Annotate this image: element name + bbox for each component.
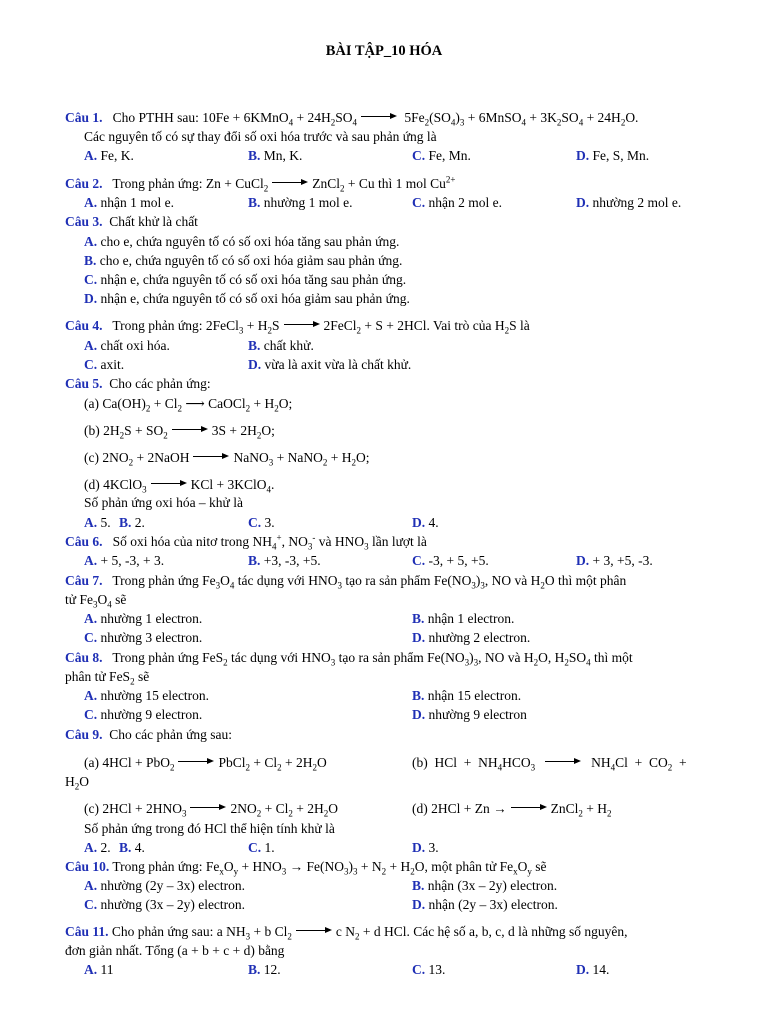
option-d[interactable]: D. + 3, +5, -3. — [576, 553, 653, 568]
option-b[interactable]: B. chất khử. — [248, 338, 314, 353]
arrow-icon — [178, 759, 214, 769]
option-d[interactable]: D. 3. — [412, 840, 439, 855]
question-7-stem-line2: tử $Fe_3O_4$ sẽ — [65, 592, 127, 610]
arrow-icon — [190, 805, 226, 815]
reaction-c: (c) $2NO_2$ + 2NaOH NaNO$_3$ + NaNO$_2$ + $H_2O$; — [84, 450, 370, 468]
reaction-b: (b) HCl + $NH_4HCO_3$ $NH_4Cl + CO_2$ + — [412, 755, 687, 773]
question-5-stem: Câu 5. Cho các phản ứng: — [65, 376, 211, 391]
option-b[interactable]: B. Mn, K. — [248, 148, 303, 163]
question-8-stem-line2: phân tử FeS$_2$ sẽ — [65, 669, 150, 687]
arrow-icon — [193, 454, 229, 464]
option-d[interactable]: D. nhường 9 electron — [412, 707, 527, 722]
option-a[interactable]: A. 2. — [84, 840, 111, 855]
arrow-icon — [284, 322, 320, 332]
reaction-b-tail: $H_2O$ — [65, 774, 89, 792]
option-a[interactable]: A. nhận 1 mol e. — [84, 195, 174, 210]
option-c[interactable]: C. axit. — [84, 357, 125, 372]
arrow-icon — [296, 928, 332, 938]
question-2-stem: Câu 2. Trong phản ứng: Zn + CuCl$_2$ ZnCl$_2$ + Cu thì 1 mol $Cu^{2+}$ — [65, 174, 456, 194]
option-d[interactable]: D. vừa là axit vừa là chất khử. — [248, 357, 412, 372]
option-b[interactable]: B. nhận 15 electron. — [412, 688, 522, 703]
question-6-stem: Câu 6. Số oxi hóa của nitơ trong $NH_4^+$, $NO_3^-$ và $HNO_3$ lần lượt là — [65, 532, 427, 552]
arrow-icon — [151, 481, 187, 491]
option-d[interactable]: D. nhường 2 mol e. — [576, 195, 682, 210]
option-d[interactable]: D. Fe, S, Mn. — [576, 148, 650, 163]
option-a[interactable]: A. Fe, K. — [84, 148, 134, 163]
question-1-stem — [65, 110, 638, 126]
reaction-a: (a) 4HCl + PbO$_2$ PbCl$_2$ + $Cl_2 + 2H_2O$ — [84, 755, 327, 773]
option-c[interactable]: C. nhận e, chứa nguyên tố có số oxi hóa tăng sau phản ứng. — [84, 272, 407, 287]
arrow-icon — [361, 114, 397, 124]
question-11-stem: Câu 11. Cho phản ứng sau: a $NH_3 + b$ $Cl_2$ c $N_2 + d$ HCl. Các hệ số a, b, c, d là những số nguyên, — [65, 924, 628, 942]
question-3-stem: Câu 3. Chất khử là chất — [65, 214, 198, 229]
arrow-icon — [272, 180, 308, 190]
option-b[interactable]: B. nhận (3x – 2y) electron. — [412, 878, 558, 893]
option-d[interactable]: D. nhận (2y – 3x) electron. — [412, 897, 558, 912]
question-5-conclusion: Số phản ứng oxi hóa – khử là — [84, 495, 243, 510]
question-4-stem: Câu 4. Trong phản ứng: 2FeCl$_3$ + $H_2S$ 2FeCl$_2$ + S + 2HCl. Vai trò của $H_2S$ là — [65, 318, 530, 336]
option-c[interactable]: C. nhường 3 electron. — [84, 630, 203, 645]
option-d[interactable]: D. 4. — [412, 515, 439, 530]
option-b[interactable]: B. 12. — [248, 962, 281, 977]
option-a[interactable]: A. nhường (2y – 3x) electron. — [84, 878, 246, 893]
reaction-b: (b) $2H_2S + SO_2$ $3S + 2H_2O$; — [84, 423, 275, 441]
question-9-conclusion: Số phản ứng trong đó HCl thể hiện tính khử là — [84, 821, 335, 836]
option-b[interactable]: B. cho e, chứa nguyên tố có số oxi hóa giảm sau phản ứng. — [84, 253, 403, 268]
question-11-stem-line2: đơn giản nhất. Tổng (a + b + c + d) bằng — [65, 943, 285, 958]
equation: Cho PTHH sau: 10Fe + 6KMnO$_4$ + $24H_2SO_4$ $5Fe_2(SO_4)_3$ + 6MnSO$_4$ + $3K_2SO_4 + 24H_2O$. — [112, 110, 639, 128]
reaction-d: (d) 2HCl + Zn → ZnCl$_2$ + $H_2$ — [412, 801, 612, 819]
option-c[interactable]: C. nhường 9 electron. — [84, 707, 203, 722]
option-c[interactable]: C. Fe, Mn. — [412, 148, 471, 163]
option-b[interactable]: B. +3, -3, +5. — [248, 553, 321, 568]
arrow-icon — [545, 759, 581, 769]
option-b[interactable]: B. 4. — [119, 840, 145, 855]
option-a[interactable]: A. chất oxi hóa. — [84, 338, 170, 353]
arrow-icon — [511, 805, 547, 815]
question-label: Câu 1. — [65, 110, 103, 125]
page-title: BÀI TẬP_10 HÓA — [325, 43, 443, 59]
option-a[interactable]: A. nhường 15 electron. — [84, 688, 210, 703]
option-d[interactable]: D. nhường 2 electron. — [412, 630, 531, 645]
reaction-a: (a) $Ca(OH)_2 + Cl_2$ ⟶ CaOCl$_2$ + $H_2O$; — [84, 396, 293, 414]
reaction-d: (d) 4KClO$_3$ KCl + 3KClO$_4$. — [84, 477, 275, 495]
option-a[interactable]: A. 5. — [84, 515, 111, 530]
equation: Trong phản ứng: Zn + CuCl$_2$ ZnCl$_2$ + Cu thì 1 mol $Cu^{2+}$ — [112, 174, 456, 194]
option-c[interactable]: C. 1. — [248, 840, 275, 855]
option-d[interactable]: D. nhận e, chứa nguyên tố có số oxi hóa giảm sau phản ứng. — [84, 291, 410, 306]
option-d[interactable]: D. 14. — [576, 962, 610, 977]
arrow-icon — [172, 427, 208, 437]
option-c[interactable]: C. 13. — [412, 962, 446, 977]
option-a[interactable]: A. 11 — [84, 962, 114, 977]
option-c[interactable]: C. -3, + 5, +5. — [412, 553, 489, 568]
question-8-stem: Câu 8. Trong phản ứng FeS$_2$ tác dụng với $HNO_3$ tạo ra sản phẩm $Fe(NO_3)_3$, NO và $H_2O$, $H_2SO_4$ thì một — [65, 650, 633, 668]
option-b[interactable]: B. nhường 1 mol e. — [248, 195, 353, 210]
reaction-c: (c) $2HCl + 2HNO_3$ $2NO_2 + Cl_2 + 2H_2O$ — [84, 801, 338, 819]
option-a[interactable]: A. + 5, -3, + 3. — [84, 553, 165, 568]
option-a[interactable]: A. nhường 1 electron. — [84, 611, 203, 626]
question-7-stem: Câu 7. Trong phản ứng $Fe_3O_4$ tác dụng với $HNO_3$ tạo ra sản phẩm $Fe(NO_3)_3$, NO và $H_2O$ thì một phân — [65, 573, 627, 591]
question-1-stem-line2: Các nguyên tố có sự thay đổi số oxi hóa trước và sau phản ứng là — [84, 129, 437, 144]
option-c[interactable]: C. nhường (3x – 2y) electron. — [84, 897, 246, 912]
option-c[interactable]: C. 3. — [248, 515, 275, 530]
option-a[interactable]: A. cho e, chứa nguyên tố có số oxi hóa tăng sau phản ứng. — [84, 234, 400, 249]
equation: Trong phản ứng: 2FeCl$_3$ + $H_2S$ 2FeCl$_2$ + S + 2HCl. Vai trò của $H_2S$ là — [112, 318, 530, 336]
question-10-stem: Câu 10. Trong phản ứng: $Fe_xO_y + HNO_3 \to Fe(NO_3)_3 + N_2 + H_2O$, một phân tử $Fe_xO_y$ sẽ — [65, 859, 547, 877]
option-c[interactable]: C. nhận 2 mol e. — [412, 195, 502, 210]
option-b[interactable]: B. nhận 1 electron. — [412, 611, 515, 626]
question-9-stem: Câu 9. Cho các phản ứng sau: — [65, 727, 233, 742]
option-b[interactable]: B. 2. — [119, 515, 145, 530]
